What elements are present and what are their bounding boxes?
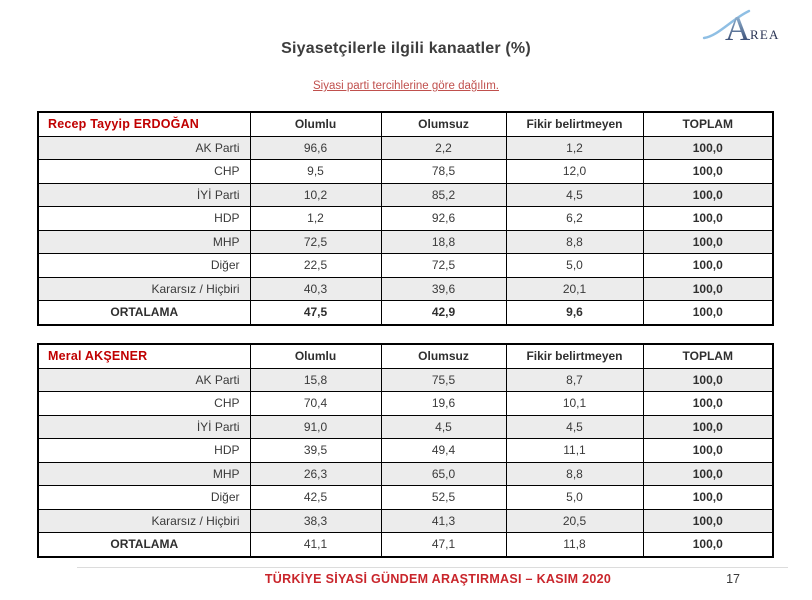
cell-olumlu: 39,5 [250, 439, 381, 463]
table-row [38, 183, 773, 207]
cell-fikir: 11,8 [506, 533, 643, 557]
col-header-toplam: TOPLAM [643, 112, 773, 136]
cell-toplam: 100,0 [643, 415, 773, 439]
cell-olumsuz: 72,5 [381, 254, 506, 278]
average-row [38, 533, 773, 557]
cell-olumlu: 26,3 [250, 462, 381, 486]
cell-olumlu: 91,0 [250, 415, 381, 439]
cell-olumsuz: 49,4 [381, 439, 506, 463]
cell-olumsuz: 39,6 [381, 277, 506, 301]
cell-olumlu: 15,8 [250, 368, 381, 392]
cell-olumlu: 9,5 [250, 160, 381, 184]
table-row [38, 277, 773, 301]
table-row [38, 207, 773, 231]
row-label: ORTALAMA [38, 301, 250, 325]
cell-fikir: 4,5 [506, 415, 643, 439]
cell-toplam: 100,0 [643, 301, 773, 325]
cell-fikir: 10,1 [506, 392, 643, 416]
cell-olumlu: 38,3 [250, 509, 381, 533]
cell-olumlu: 1,2 [250, 207, 381, 231]
aksener-table [37, 343, 774, 558]
cell-olumsuz: 92,6 [381, 207, 506, 231]
cell-olumsuz: 75,5 [381, 368, 506, 392]
table-title-aksener: Meral AKŞENER [38, 344, 250, 368]
col-header-olumsuz: Olumsuz [381, 344, 506, 368]
cell-olumsuz: 18,8 [381, 230, 506, 254]
cell-olumsuz: 78,5 [381, 160, 506, 184]
row-label: Diğer [38, 486, 250, 510]
average-row [38, 301, 773, 325]
cell-olumsuz: 85,2 [381, 183, 506, 207]
row-label: ORTALAMA [38, 533, 250, 557]
cell-toplam: 100,0 [643, 183, 773, 207]
page-title: Siyasetçilerle ilgili kanaatler (%) [281, 40, 531, 57]
cell-olumsuz: 41,3 [381, 509, 506, 533]
cell-toplam: 100,0 [643, 392, 773, 416]
footer-divider [77, 567, 788, 568]
row-label: HDP [38, 207, 250, 231]
row-label: AK Parti [38, 368, 250, 392]
table-row [38, 230, 773, 254]
table-row [38, 462, 773, 486]
row-label: Kararsız / Hiçbiri [38, 509, 250, 533]
cell-olumsuz: 42,9 [381, 301, 506, 325]
cell-olumlu: 22,5 [250, 254, 381, 278]
cell-fikir: 9,6 [506, 301, 643, 325]
table-row [38, 439, 773, 463]
col-header-toplam: TOPLAM [643, 344, 773, 368]
cell-olumsuz: 52,5 [381, 486, 506, 510]
cell-toplam: 100,0 [643, 277, 773, 301]
table-row [38, 486, 773, 510]
row-label: İYİ Parti [38, 183, 250, 207]
table-header-row [38, 112, 773, 136]
logo-letters-rea: REA [750, 27, 780, 42]
col-header-olumsuz: Olumsuz [381, 112, 506, 136]
cell-olumsuz: 65,0 [381, 462, 506, 486]
cell-toplam: 100,0 [643, 230, 773, 254]
table-row [38, 254, 773, 278]
cell-olumsuz: 19,6 [381, 392, 506, 416]
cell-olumlu: 47,5 [250, 301, 381, 325]
cell-toplam: 100,0 [643, 462, 773, 486]
cell-fikir: 6,2 [506, 207, 643, 231]
cell-fikir: 11,1 [506, 439, 643, 463]
cell-toplam: 100,0 [643, 533, 773, 557]
row-label: CHP [38, 392, 250, 416]
cell-toplam: 100,0 [643, 160, 773, 184]
cell-olumsuz: 2,2 [381, 136, 506, 160]
cell-olumlu: 40,3 [250, 277, 381, 301]
cell-fikir: 1,2 [506, 136, 643, 160]
table-row [38, 509, 773, 533]
table-title-erdogan: Recep Tayyip ERDOĞAN [38, 112, 250, 136]
cell-toplam: 100,0 [643, 368, 773, 392]
col-header-olumlu: Olumlu [250, 344, 381, 368]
table-row [38, 415, 773, 439]
table-row [38, 368, 773, 392]
cell-fikir: 8,8 [506, 230, 643, 254]
cell-fikir: 4,5 [506, 183, 643, 207]
table-row [38, 136, 773, 160]
cell-olumlu: 10,2 [250, 183, 381, 207]
cell-toplam: 100,0 [643, 254, 773, 278]
cell-olumlu: 41,1 [250, 533, 381, 557]
cell-toplam: 100,0 [643, 439, 773, 463]
table-row [38, 392, 773, 416]
row-label: Diğer [38, 254, 250, 278]
row-label: HDP [38, 439, 250, 463]
col-header-fikir: Fikir belirtmeyen [506, 112, 643, 136]
footer-title: TÜRKİYE SİYASİ GÜNDEM ARAŞTIRMASI – KASIM 2020 [264, 572, 612, 586]
erdogan-table [37, 111, 774, 326]
row-label: AK Parti [38, 136, 250, 160]
cell-olumlu: 70,4 [250, 392, 381, 416]
col-header-olumlu: Olumlu [250, 112, 381, 136]
cell-fikir: 20,5 [506, 509, 643, 533]
cell-olumlu: 96,6 [250, 136, 381, 160]
cell-olumsuz: 47,1 [381, 533, 506, 557]
cell-olumsuz: 4,5 [381, 415, 506, 439]
table-header-row [38, 344, 773, 368]
cell-fikir: 8,8 [506, 462, 643, 486]
page-number: 17 [726, 572, 740, 586]
row-label: MHP [38, 462, 250, 486]
table-row [38, 160, 773, 184]
row-label: CHP [38, 160, 250, 184]
row-label: Kararsız / Hiçbiri [38, 277, 250, 301]
page-subtitle: Siyasi parti tercihlerine göre dağılım. [313, 80, 499, 92]
cell-olumlu: 42,5 [250, 486, 381, 510]
cell-fikir: 5,0 [506, 486, 643, 510]
cell-fikir: 5,0 [506, 254, 643, 278]
cell-fikir: 8,7 [506, 368, 643, 392]
logo-letter-a: A [725, 9, 751, 48]
row-label: İYİ Parti [38, 415, 250, 439]
cell-toplam: 100,0 [643, 136, 773, 160]
row-label: MHP [38, 230, 250, 254]
cell-olumlu: 72,5 [250, 230, 381, 254]
cell-toplam: 100,0 [643, 207, 773, 231]
cell-fikir: 12,0 [506, 160, 643, 184]
cell-toplam: 100,0 [643, 486, 773, 510]
col-header-fikir: Fikir belirtmeyen [506, 344, 643, 368]
cell-fikir: 20,1 [506, 277, 643, 301]
cell-toplam: 100,0 [643, 509, 773, 533]
